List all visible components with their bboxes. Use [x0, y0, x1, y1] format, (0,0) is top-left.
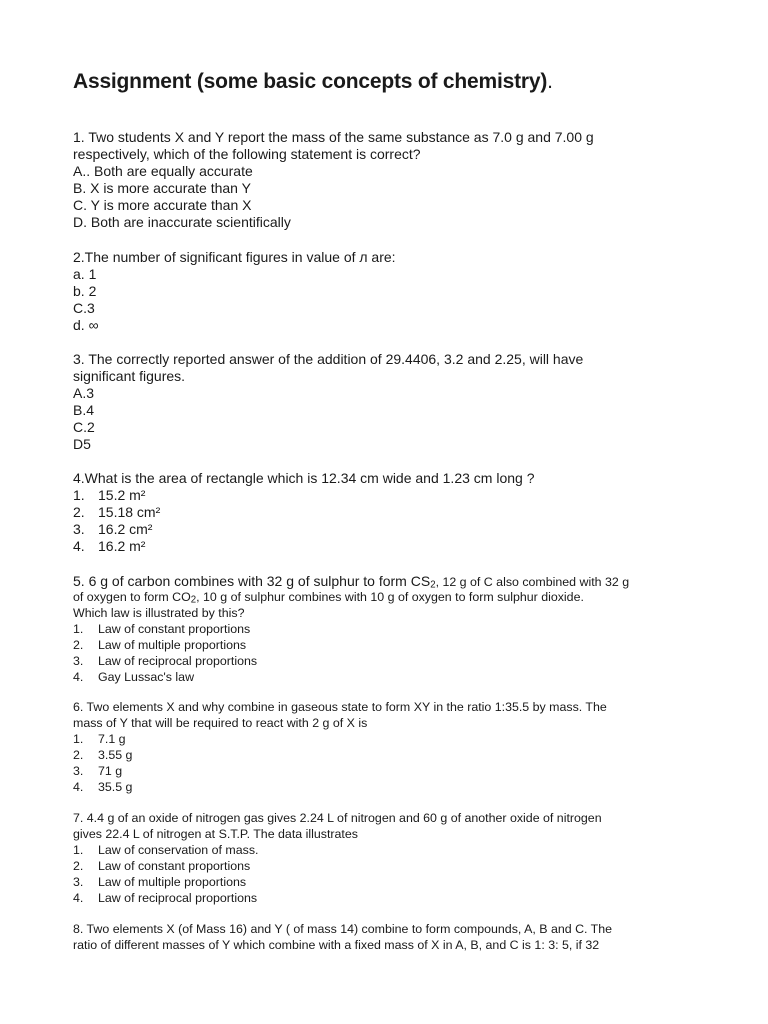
q5-option-text: Law of constant proportions [98, 622, 251, 636]
q7-option-number: 1. [73, 843, 84, 857]
q6-stem-line-2: mass of Y that will be required to react with 2 g of X is [73, 716, 368, 730]
q5-option-number: 3. [73, 654, 84, 668]
q6-option-text: 3.55 g [98, 748, 133, 762]
q6-option-number: 4. [73, 780, 84, 794]
q6-option-number: 1. [73, 732, 84, 746]
q7-option-text: Law of reciprocal proportions [98, 891, 258, 905]
q5-option-text: Gay Lussac's law [98, 670, 195, 684]
q7-option-3 [73, 875, 246, 889]
q3-option-a: A.3 [73, 385, 95, 401]
q2-option-a: a. 1 [73, 266, 97, 282]
q7-option-text: Law of constant proportions [98, 859, 251, 873]
q5-option-text: Law of multiple proportions [98, 638, 247, 652]
q5-option-text: Law of reciprocal proportions [98, 654, 258, 668]
q5-subscript: 2 [430, 579, 436, 591]
q5-stem-line-2: of oxygen to form $CO_2$, 10 g of sulphur combines with 10 g of oxygen to form sulphur dioxide. [73, 590, 584, 606]
q5-option-3 [73, 654, 257, 668]
q6-option-text: 35.5 g [98, 780, 133, 794]
q2-option-c: C.3 [73, 300, 95, 316]
q1-option-c: C. Y is more accurate than X [73, 197, 252, 213]
q4-option-number: 2. [73, 504, 85, 520]
q4-option-text: 16.2 m² [98, 538, 146, 554]
q7-option-1 [73, 843, 258, 857]
q4-option-text: 15.18 cm² [98, 504, 161, 520]
q4-option-4 [73, 538, 145, 554]
q4-stem: 4.What is the area of rectangle which is 12.34 cm wide and 1.23 cm long ? [73, 470, 535, 486]
q5-stem-line-3: Which law is illustrated by this? [73, 606, 245, 620]
q7-stem-line-1: 7. 4.4 g of an oxide of nitrogen gas gives 2.24 L of nitrogen and 60 g of another oxide of nitrogen [73, 811, 602, 825]
q5-option-4 [73, 670, 194, 684]
q6-option-text: 7.1 g [98, 732, 126, 746]
q7-stem-line-2: gives 22.4 L of nitrogen at S.T.P. The data illustrates [73, 827, 358, 841]
q6-option-number: 3. [73, 764, 84, 778]
q4-option-number: 4. [73, 538, 85, 554]
q4-option-2 [73, 504, 160, 520]
q4-option-number: 1. [73, 487, 85, 503]
q7-option-number: 4. [73, 891, 84, 905]
q8-stem-line-1: 8. Two elements X (of Mass 16) and Y ( of mass 14) combine to form compounds, A, B and C. The [73, 922, 613, 936]
q4-option-text: 16.2 cm² [98, 521, 153, 537]
q6-option-number: 2. [73, 748, 84, 762]
q6-option-3 [73, 764, 122, 778]
q6-option-text: 71 g [98, 764, 123, 778]
q1-stem-line-2: respectively, which of the following statement is correct? [73, 146, 421, 162]
q1-option-d: D. Both are inaccurate scientifically [73, 214, 291, 230]
q4-option-3 [73, 521, 152, 537]
q2-stem: 2.The number of significant figures in value of л are: [73, 249, 396, 265]
q7-option-number: 2. [73, 859, 84, 873]
q5-option-number: 1. [73, 622, 84, 636]
q3-stem-line-2: significant figures. [73, 368, 186, 384]
q1-stem-line-1: 1. Two students X and Y report the mass of the same substance as 7.0 g and 7.00 g [73, 129, 594, 145]
q4-option-number: 3. [73, 521, 85, 537]
q2-option-b: b. 2 [73, 283, 97, 299]
q1-option-b: B. X is more accurate than Y [73, 180, 251, 196]
q8-stem-line-2: ratio of different masses of Y which combine with a fixed mass of X in A, B, and C is 1: 3: 5, if 32 [73, 938, 600, 952]
q4-option-text: 15.2 m² [98, 487, 146, 503]
q5-option-number: 4. [73, 670, 84, 684]
q6-option-1 [73, 732, 126, 746]
q5-stem-line-1: 5. 6 g of carbon combines with 32 g of sulphur to form $CS_2$, 12 g of C also combined with 32 g [73, 573, 630, 591]
q6-option-2 [73, 748, 132, 762]
q3-stem-line-1: 3. The correctly reported answer of the addition of 29.4406, 3.2 and 2.25, will have [73, 351, 584, 367]
q7-option-number: 3. [73, 875, 84, 889]
q1-option-a: A.. Both are equally accurate [73, 163, 253, 179]
q3-option-d: D5 [73, 436, 91, 452]
q4-option-1 [73, 487, 145, 503]
q6-stem-line-1: 6. Two elements X and why combine in gaseous state to form XY in the ratio 1:35.5 by mass. The [73, 700, 607, 714]
q5-option-number: 2. [73, 638, 84, 652]
q7-option-4 [73, 891, 257, 905]
q6-option-4 [73, 780, 132, 794]
q3-option-c: C.2 [73, 419, 95, 435]
q5-subscript: 2 [190, 594, 197, 606]
q7-option-text: Law of conservation of mass. [98, 843, 259, 857]
q7-option-2 [73, 859, 250, 873]
q7-option-text: Law of multiple proportions [98, 875, 247, 889]
q3-option-b: B.4 [73, 402, 95, 418]
q5-option-2 [73, 638, 246, 652]
page-title: Assignment (some basic concepts of chemistry). [73, 70, 553, 93]
q2-option-d: d. ∞ [73, 317, 99, 333]
title-period: . [547, 70, 553, 93]
q5-option-1 [73, 622, 250, 636]
